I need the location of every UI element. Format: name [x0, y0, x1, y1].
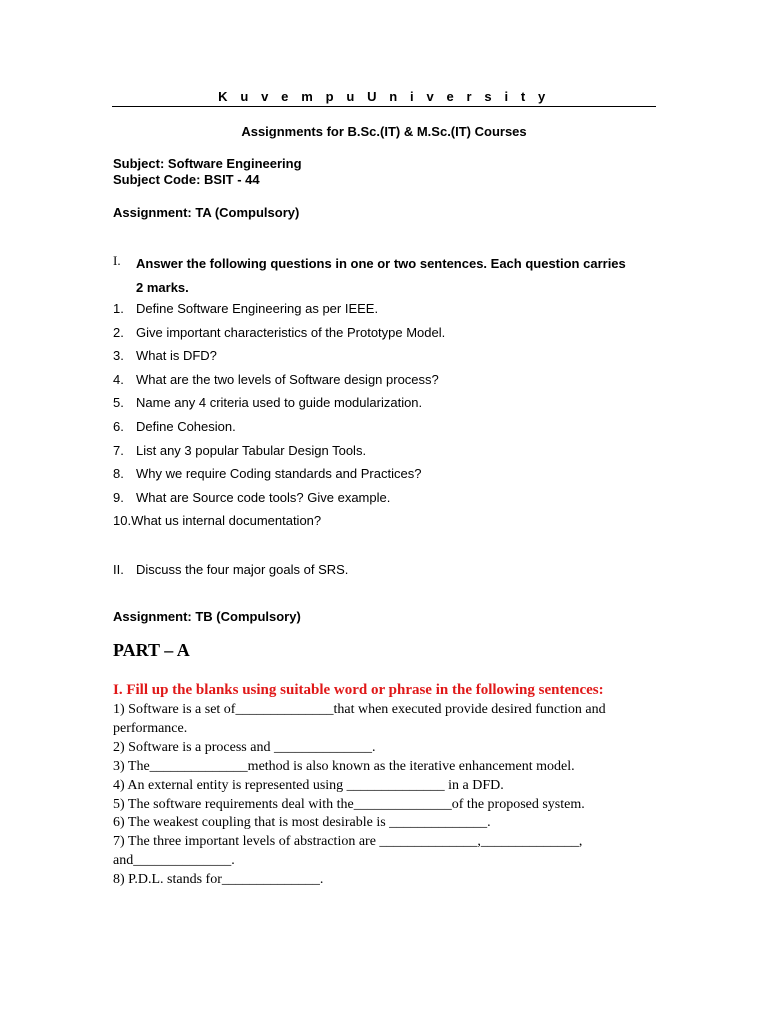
list-item: 3) The______________method is also known as the iterative enhancement model.	[113, 758, 575, 774]
subject-name: Subject: Software Engineering	[113, 156, 302, 171]
list-item	[113, 391, 445, 415]
question-number: 2.	[113, 324, 124, 340]
question-text: List any 3 popular Tabular Design Tools.	[136, 442, 367, 458]
list-item: 5) The software requirements deal with the______________of the proposed system.	[113, 796, 585, 812]
list-item: 7) The three important levels of abstraction are ______________,______________, and______________.	[113, 834, 583, 869]
list-item	[113, 368, 445, 392]
assignment-ta-heading: Assignment: TA (Compulsory)	[113, 205, 300, 220]
question-number: 4.	[113, 371, 124, 387]
question-number: 7.	[113, 442, 124, 458]
list-item	[113, 415, 445, 439]
list-item	[113, 344, 445, 368]
section-i-numeral: I.	[113, 253, 121, 268]
list-item	[113, 439, 445, 463]
question-text: Define Software Engineering as per IEEE.	[136, 301, 379, 316]
question-number: 10.	[113, 513, 132, 529]
list-item: 6) The weakest coupling that is most desirable is ______________.	[113, 815, 491, 831]
question-number: 8.	[113, 466, 124, 482]
question-number: 9.	[113, 489, 124, 505]
question-text: Give important characteristics of the Prototype Model.	[136, 324, 446, 340]
question-text: Name any 4 criteria used to guide modularization.	[136, 395, 423, 411]
question-text: What are the two levels of Software design process?	[136, 371, 439, 387]
assignment-tb-heading: Assignment: TB (Compulsory)	[113, 609, 301, 624]
list-item	[113, 509, 445, 533]
list-item: 1) Software is a set of______________that when executed provide desired function and performance.	[113, 702, 606, 736]
list-item: 8) P.D.L. stands for______________.	[113, 872, 324, 888]
list-item: 4) An external entity is represented using ______________ in a DFD.	[113, 777, 504, 793]
list-item	[113, 321, 445, 345]
course-title: Assignments for B.Sc.(IT) & M.Sc.(IT) Courses	[241, 124, 527, 139]
question-text: What are Source code tools? Give example.	[136, 489, 391, 505]
question-number: 3.	[113, 348, 124, 364]
section-ii-question: Discuss the four major goals of SRS.	[136, 562, 349, 577]
list-item: 2) Software is a process and ______________.	[113, 739, 376, 755]
list-item	[113, 486, 445, 510]
list-item	[113, 297, 445, 321]
question-text: Define Cohesion.	[136, 418, 236, 434]
subject-code: Subject Code: BSIT - 44	[113, 172, 260, 187]
question-text: Why we require Coding standards and Practices?	[136, 466, 422, 482]
title-divider	[112, 106, 656, 107]
part-a-heading: PART – A	[113, 640, 190, 660]
section-i-instruction: Answer the following questions in one or two sentences. Each question carries 2 marks.	[136, 256, 626, 295]
question-text: What us internal documentation?	[131, 513, 322, 529]
section-ii-numeral: II.	[113, 562, 124, 577]
question-text: What is DFD?	[136, 348, 217, 364]
question-number: 1.	[113, 301, 124, 316]
question-list	[113, 297, 445, 533]
question-number: 6.	[113, 418, 124, 434]
list-item	[113, 462, 445, 486]
question-number: 5.	[113, 395, 124, 411]
fill-blanks-instruction: I. Fill up the blanks using suitable word or phrase in the following sentences:	[113, 682, 604, 698]
fill-blanks-list	[113, 701, 658, 890]
university-title: K u v e m p u U n i v e r s i t y	[218, 89, 550, 104]
